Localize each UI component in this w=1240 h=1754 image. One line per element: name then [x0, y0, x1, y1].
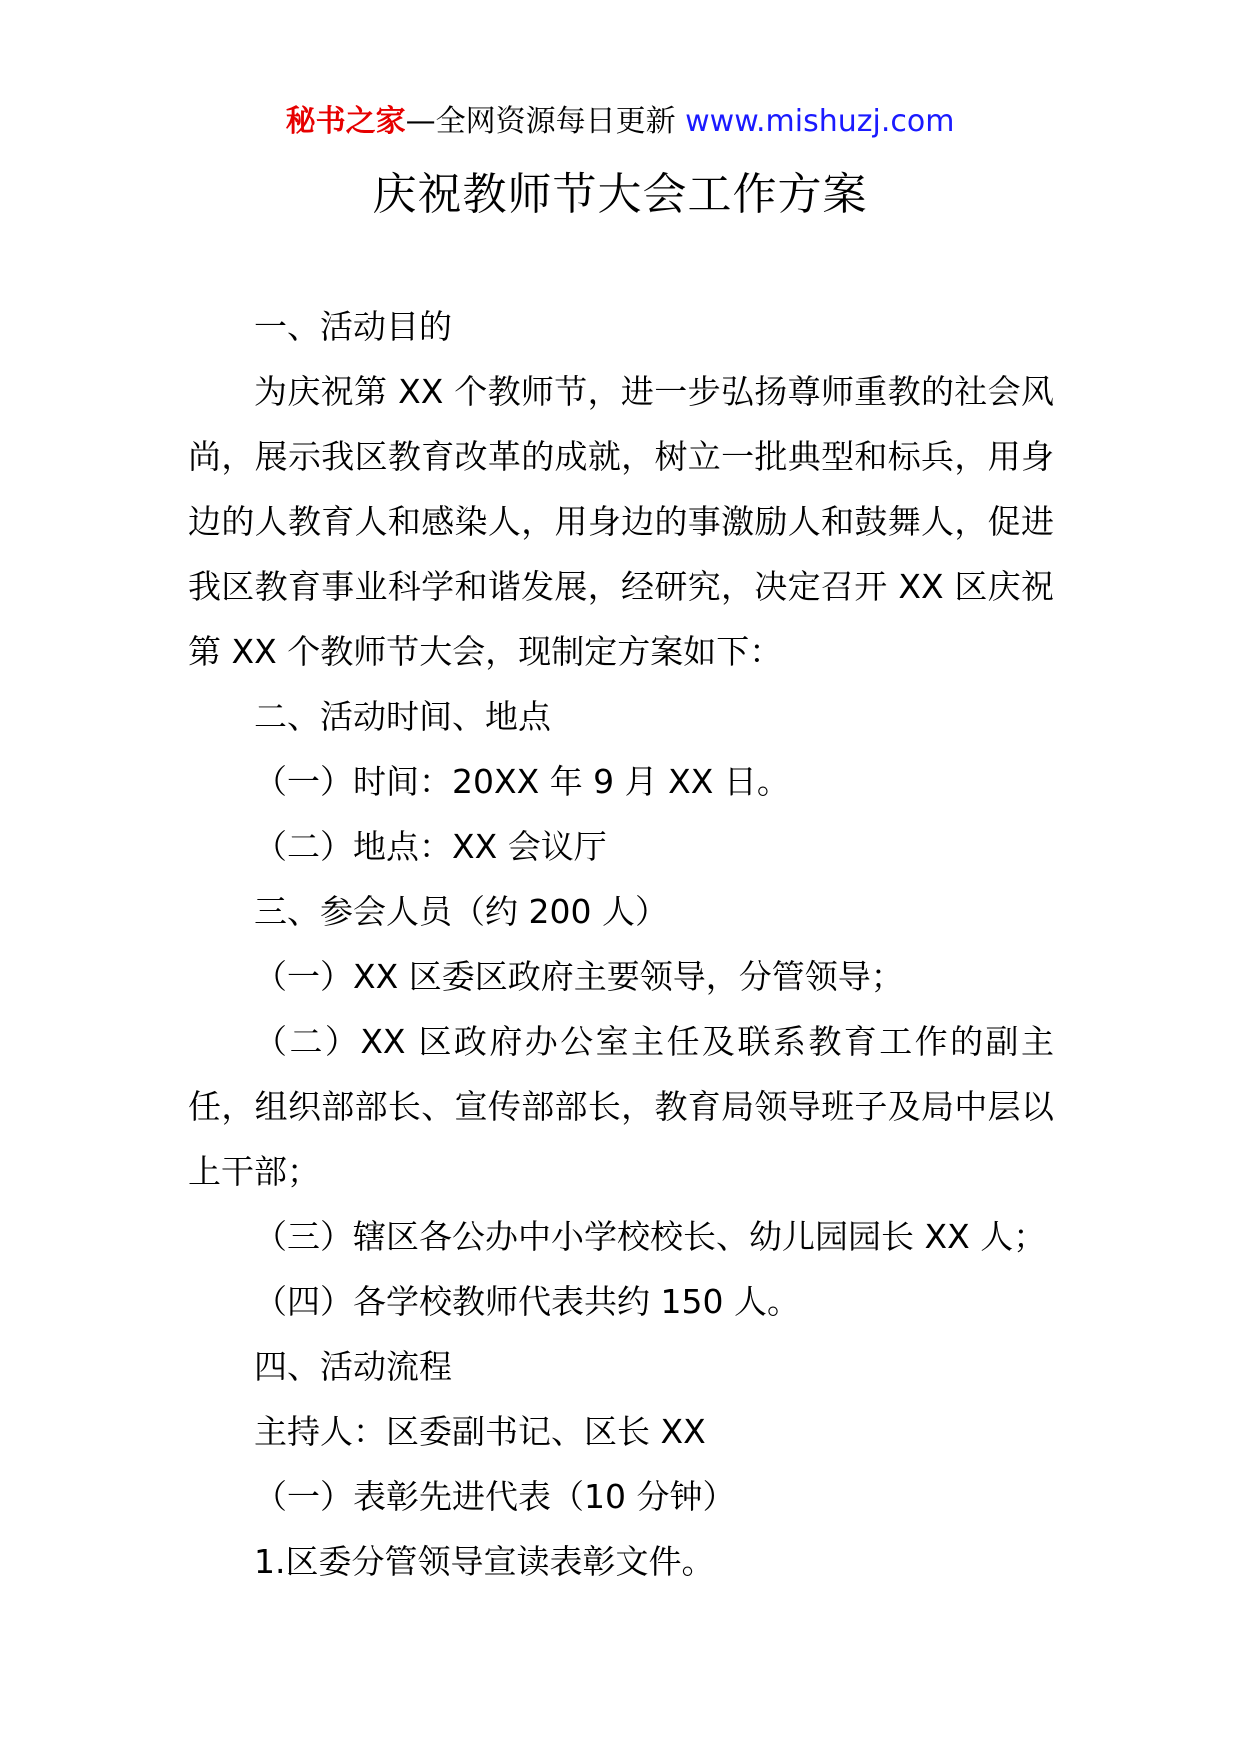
section-heading: 三、参会人员（约 200 人） — [254, 892, 668, 931]
section-heading: 二、活动时间、地点 — [254, 697, 551, 736]
document-body — [188, 294, 1054, 1594]
section-heading: 四、活动流程 — [254, 1347, 452, 1386]
list-item: （二）XX 区政府办公室主任及联系教育工作的副主任，组织部部长、宣传部部长，教育局领导班子及局中层以上干部； — [188, 1022, 1054, 1191]
list-item: （一）表彰先进代表（10 分钟） — [254, 1477, 736, 1516]
list-item: （一）XX 区委区政府主要领导，分管领导； — [254, 957, 904, 996]
paragraph: 为庆祝第 XX 个教师节，进一步弘扬尊师重教的社会风尚，展示我区教育改革的成就，树立一批典型和标兵，用身边的人教育人和感染人，用身边的事激励人和鼓舞人，促进我区教育事业科学和谐发展，经研究，决定召开 XX 区庆祝第 XX 个教师节大会，现制定方案如下： — [188, 372, 1054, 671]
list-item: （三）辖区各公办中小学校校长、幼儿园园长 XX 人； — [254, 1217, 1047, 1256]
paragraph: 主持人：区委副书记、区长 XX — [254, 1412, 706, 1451]
list-item: （二）地点：XX 会议厅 — [254, 827, 607, 866]
header-slogan: —全网资源每日更新 — [405, 104, 676, 139]
document-title: 庆祝教师节大会工作方案 — [372, 169, 868, 220]
list-item: 1.区委分管领导宣读表彰文件。 — [254, 1542, 715, 1581]
list-item: （四）各学校教师代表共约 150 人。 — [254, 1282, 800, 1321]
section-heading: 一、活动目的 — [254, 307, 452, 346]
list-item: （一）时间：20XX 年 9 月 XX 日。 — [254, 762, 790, 801]
site-url-link[interactable]: www.mishuzj.com — [685, 104, 955, 139]
site-header — [0, 100, 1240, 144]
brand-name: 秘书之家 — [285, 104, 406, 139]
